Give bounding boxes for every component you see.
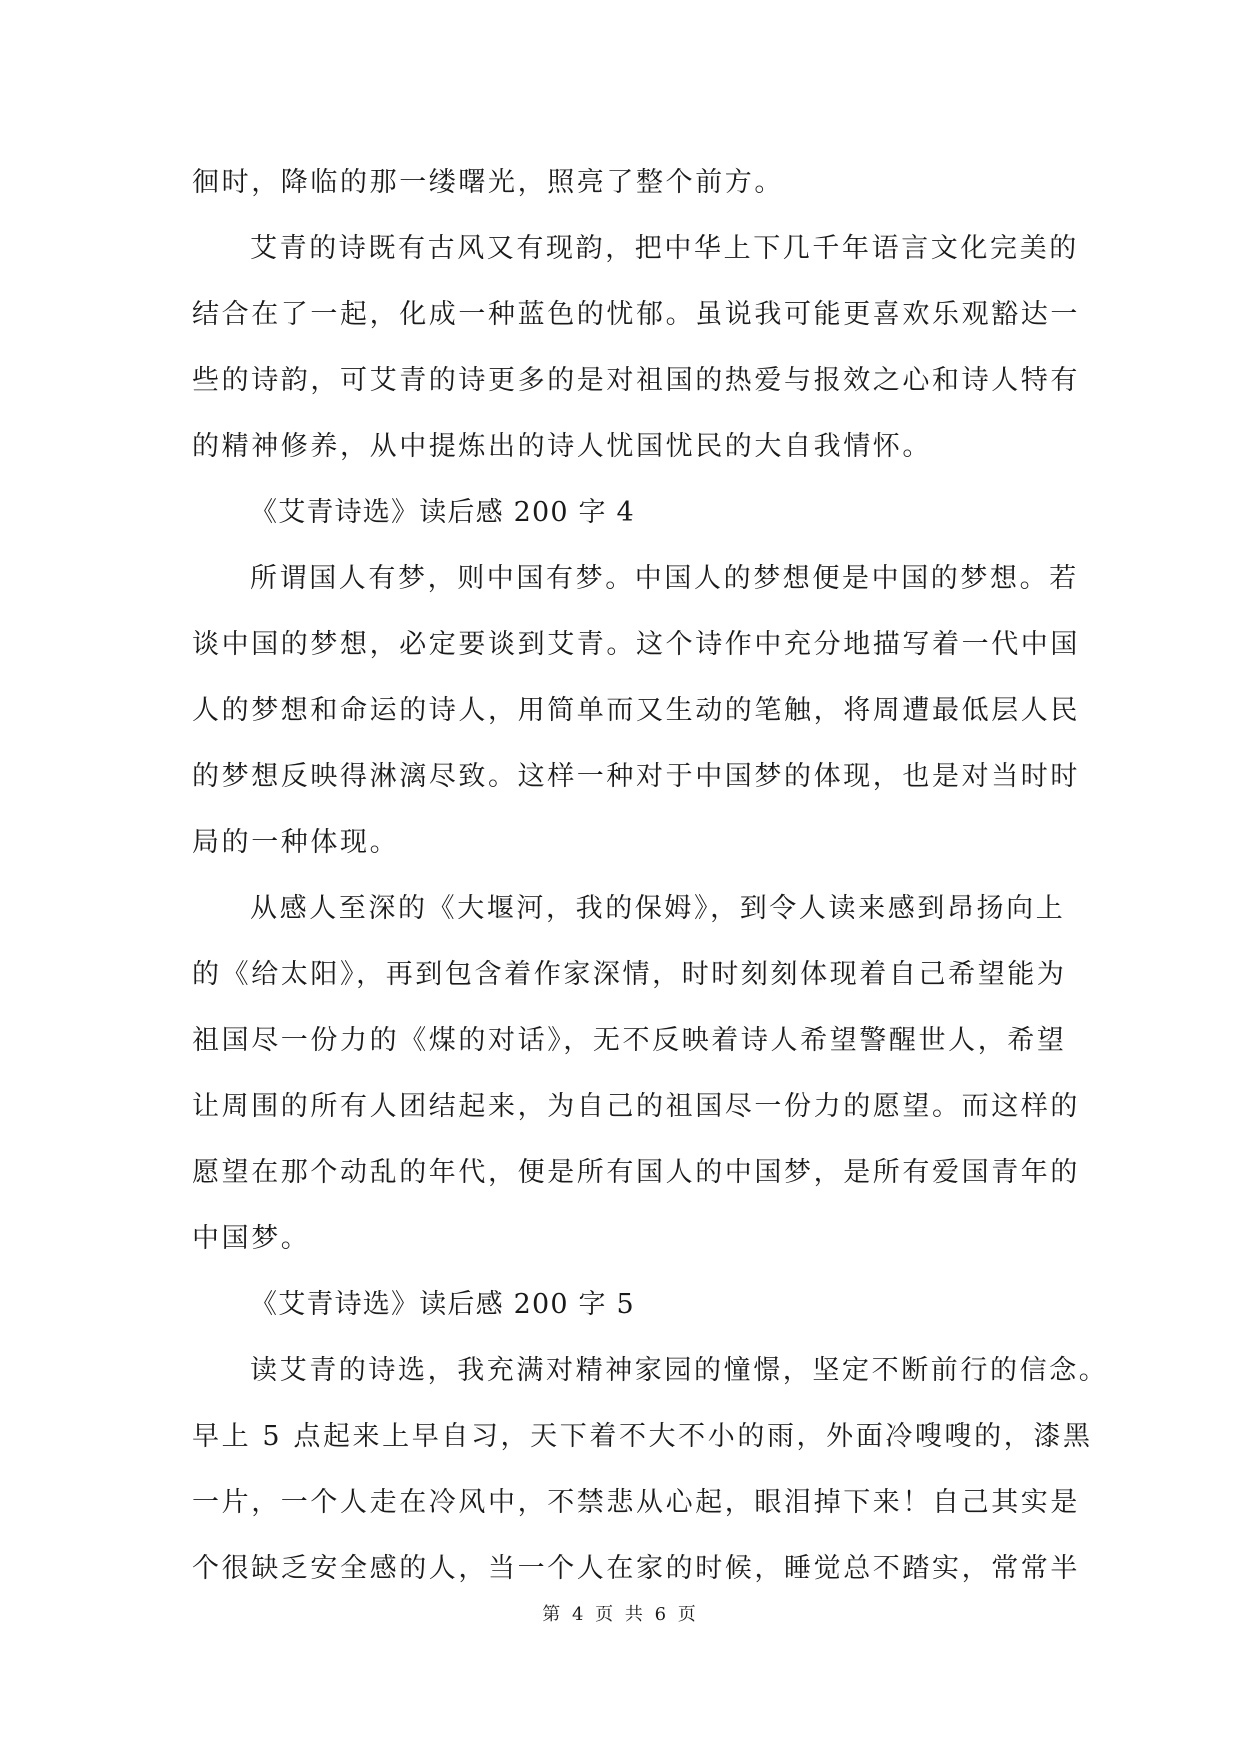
text-line: 人的梦想和命运的诗人，用简单而又生动的笔触，将周遭最低层人民 <box>192 695 1080 726</box>
text-line: 从感人至深的《大堰河，我的保姆》，到令人读来感到昂扬向上 <box>250 893 1066 924</box>
text-line: 一片，一个人走在冷风中，不禁悲从心起，眼泪掉下来！自己其实是 <box>192 1487 1080 1518</box>
text-line: 的梦想反映得淋漓尽致。这样一种对于中国梦的体现，也是对当时时 <box>192 761 1080 792</box>
text-line: 愿望在那个动乱的年代，便是所有国人的中国梦，是所有爱国青年的 <box>192 1157 1080 1188</box>
section-heading: 《艾青诗选》读后感 200 字 5 <box>250 1289 635 1320</box>
section-heading: 《艾青诗选》读后感 200 字 4 <box>250 497 635 528</box>
text-line: 徊时，降临的那一缕曙光，照亮了整个前方。 <box>192 167 784 198</box>
text-line: 中国梦。 <box>192 1223 311 1254</box>
text-line: 早上 5 点起来上早自习，天下着不大不小的雨，外面冷嗖嗖的，漆黑 <box>192 1421 1093 1452</box>
text-line: 谈中国的梦想，必定要谈到艾青。这个诗作中充分地描写着一代中国 <box>192 629 1080 660</box>
text-line: 个很缺乏安全感的人，当一个人在家的时候，睡觉总不踏实，常常半 <box>192 1553 1080 1584</box>
text-line: 艾青的诗既有古风又有现韵，把中华上下几千年语言文化完美的 <box>250 233 1079 264</box>
body-text <box>192 150 1109 1602</box>
text-line: 的精神修养，从中提炼出的诗人忧国忧民的大自我情怀。 <box>192 431 932 462</box>
text-line: 些的诗韵，可艾青的诗更多的是对祖国的热爱与报效之心和诗人特有 <box>192 365 1080 396</box>
text-line: 局的一种体现。 <box>192 827 400 858</box>
text-line: 读艾青的诗选，我充满对精神家园的憧憬，坚定不断前行的信念。 <box>250 1355 1109 1386</box>
text-line: 的《给太阳》，再到包含着作家深情，时时刻刻体现着自己希望能为 <box>192 959 1067 990</box>
text-line: 让周围的所有人团结起来，为自己的祖国尽一份力的愿望。而这样的 <box>192 1091 1080 1122</box>
page-footer: 第 4 页 共 6 页 <box>542 1604 699 1625</box>
text-line: 所谓国人有梦，则中国有梦。中国人的梦想便是中国的梦想。若 <box>250 563 1079 594</box>
text-line: 结合在了一起，化成一种蓝色的忧郁。虽说我可能更喜欢乐观豁达一 <box>192 299 1080 330</box>
text-line: 祖国尽一份力的《煤的对话》，无不反映着诗人希望警醒世人，希望 <box>192 1025 1067 1056</box>
